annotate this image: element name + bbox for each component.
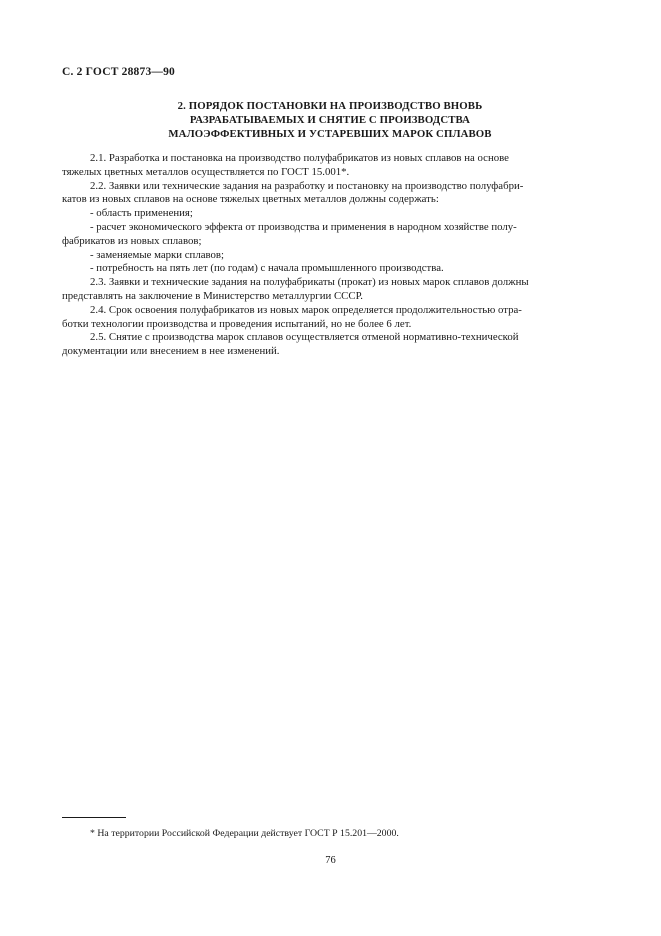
section-title-line: 2. ПОРЯДОК ПОСТАНОВКИ НА ПРОИЗВОДСТВО ВНОВЬ: [177, 100, 483, 112]
footnote-divider: [62, 817, 126, 818]
paragraph-2-3-line: 2.3. Заявки и технические задания на полуфабрикаты (прокат) из новых марок сплавов должны: [90, 276, 529, 289]
section-title-line: РАЗРАБАТЫВАЕМЫХ И СНЯТИЕ С ПРОИЗВОДСТВА: [189, 114, 471, 126]
body-text: [62, 152, 598, 359]
list-item: - область применения;: [90, 207, 193, 220]
paragraph-2-5-line: 2.5. Снятие с производства марок сплавов осуществляется отменой нормативно-технической: [90, 331, 519, 344]
paragraph-2-1-line: тяжелых цветных металлов осуществляется по ГОСТ 15.001*.: [62, 165, 350, 178]
list-item: - потребность на пять лет (по годам) с начала промышленного производства.: [90, 262, 444, 275]
footnote: * На территории Российской Федерации действует ГОСТ Р 15.201—2000.: [90, 828, 399, 839]
section-title: [62, 99, 598, 141]
paragraph-2-4-line: ботки технологии производства и проведения испытаний, но не более 6 лет.: [62, 317, 412, 330]
paragraph-2-2-line: 2.2. Заявки или технические задания на разработку и постановку на производство полуфабри-: [90, 179, 524, 192]
list-item: - расчет экономического эффекта от производства и применения в народном хозяйстве полу-: [90, 220, 517, 233]
section-title-line: МАЛОЭФФЕКТИВНЫХ И УСТАРЕВШИХ МАРОК СПЛАВОВ: [168, 128, 492, 140]
list-item-continuation: фабрикатов из новых сплавов;: [62, 234, 202, 247]
paragraph-2-1-line: 2.1. Разработка и постановка на производство полуфабрикатов из новых сплавов на основе: [90, 152, 509, 164]
paragraph-2-5-line: документации или внесением в нее изменений.: [62, 345, 280, 358]
page-number: 76: [325, 855, 336, 866]
paragraph-2-3-line: представлять на заключение в Министерство металлургии СССР.: [62, 289, 363, 302]
paragraph-2-2-line: катов из новых сплавов на основе тяжелых цветных металлов должны содержать:: [62, 193, 439, 206]
paragraph-2-4-line: 2.4. Срок освоения полуфабрикатов из новых марок определяется продолжительностью отра-: [90, 303, 522, 316]
running-head: С. 2 ГОСТ 28873—90: [62, 66, 175, 78]
list-item: - заменяемые марки сплавов;: [90, 248, 225, 261]
